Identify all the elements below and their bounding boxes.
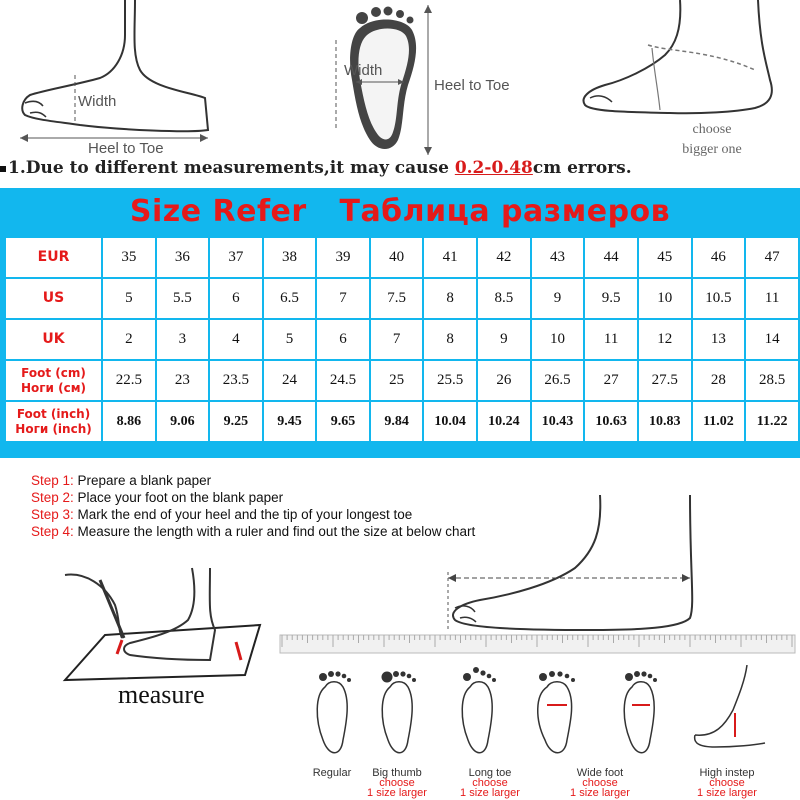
- size-cell: 6: [209, 278, 263, 319]
- foot-type-high-instep: [682, 768, 772, 798]
- size-cell: 9.06: [156, 401, 210, 442]
- size-cell: 11: [745, 278, 799, 319]
- size-row-label-line: US: [42, 290, 65, 306]
- size-cell: 10.83: [638, 401, 692, 442]
- step-text: Place your foot on the blank paper: [73, 490, 284, 505]
- size-cell: 8: [423, 278, 477, 319]
- size-cell: 23.5: [209, 360, 263, 401]
- foot-type-note1: choose: [582, 777, 618, 789]
- size-cell: 47: [745, 237, 799, 278]
- size-cell: 45: [638, 237, 692, 278]
- size-cell: 9: [477, 319, 531, 360]
- size-cell: 10: [638, 278, 692, 319]
- size-cell: 28.5: [745, 360, 799, 401]
- foot-type-note2: 1 size larger: [460, 787, 520, 799]
- size-row-label-line: Foot (inch): [16, 406, 91, 421]
- size-row-label-line: UK: [42, 331, 65, 347]
- step-2: [31, 490, 283, 505]
- step-1: [31, 473, 211, 488]
- step-text: Measure the length with a ruler and find out the size at below chart: [73, 524, 476, 539]
- size-cell: 38: [263, 237, 317, 278]
- foot-type-name: Big thumb: [372, 767, 422, 779]
- size-row-label: [5, 278, 102, 319]
- step-number: Step 4:: [31, 524, 74, 539]
- size-cell: 9.5: [584, 278, 638, 319]
- note-suffix: cm errors.: [532, 158, 632, 178]
- size-cell: 7: [370, 319, 424, 360]
- size-cell: 35: [102, 237, 156, 278]
- size-cell: 6: [316, 319, 370, 360]
- side-foot-diagram: [0, 0, 310, 160]
- step-text: Prepare a blank paper: [73, 473, 212, 488]
- foot-type-big-thumb: [362, 768, 432, 798]
- foot-type-long-toe: [450, 768, 530, 798]
- size-cell: 46: [692, 237, 746, 278]
- foot-type-regular: [297, 768, 367, 778]
- side-width-label: Width: [78, 93, 117, 110]
- note-prefix: 1.Due to different measurements,it may cause: [8, 158, 455, 178]
- step-number: Step 3:: [31, 507, 74, 522]
- size-row: [5, 360, 799, 401]
- foot-type-name: High instep: [699, 767, 755, 779]
- size-cell: 27.5: [638, 360, 692, 401]
- foot-type-note2: 1 size larger: [367, 787, 427, 799]
- size-cell: 8: [423, 319, 477, 360]
- size-cell: 14: [745, 319, 799, 360]
- size-row-label: [5, 401, 102, 442]
- foot-type-note1: choose: [379, 777, 415, 789]
- size-cell: 5: [102, 278, 156, 319]
- choose-label-line1: choose: [692, 122, 732, 137]
- size-cell: 10.5: [692, 278, 746, 319]
- size-cell: 7.5: [370, 278, 424, 319]
- size-cell: 22.5: [102, 360, 156, 401]
- size-cell: 10.63: [584, 401, 638, 442]
- size-row: [5, 278, 799, 319]
- foot-type-note1: choose: [709, 777, 745, 789]
- foot-type-name: Long toe: [468, 767, 512, 779]
- size-cell: 25.5: [423, 360, 477, 401]
- size-cell: 24: [263, 360, 317, 401]
- size-cell: 9.45: [263, 401, 317, 442]
- size-cell: 8.5: [477, 278, 531, 319]
- step-number: Step 2:: [31, 490, 74, 505]
- step-number: Step 1:: [31, 473, 74, 488]
- size-cell: 2: [102, 319, 156, 360]
- size-cell: 42: [477, 237, 531, 278]
- size-cell: 3: [156, 319, 210, 360]
- size-row: [5, 319, 799, 360]
- size-cell: 4: [209, 319, 263, 360]
- size-cell: 23: [156, 360, 210, 401]
- size-cell: 12: [638, 319, 692, 360]
- size-cell: 10.43: [531, 401, 585, 442]
- bullet-square-icon: [0, 166, 6, 172]
- size-cell: 44: [584, 237, 638, 278]
- size-cell: 36: [156, 237, 210, 278]
- foot-type-note2: 1 size larger: [697, 787, 757, 799]
- foot-type-name: Wide foot: [576, 767, 624, 779]
- size-cell: 25: [370, 360, 424, 401]
- size-cell: 5: [263, 319, 317, 360]
- step-text: Mark the end of your heel and the tip of your longest toe: [73, 507, 413, 522]
- size-row-label: [5, 360, 102, 401]
- size-cell: 5.5: [156, 278, 210, 319]
- measure-label: measure: [118, 680, 205, 709]
- size-cell: 6.5: [263, 278, 317, 319]
- size-cell: 9.25: [209, 401, 263, 442]
- sole-heel-to-toe-label: Heel to Toe: [434, 77, 510, 94]
- size-row-label-line: Ноги (inch): [15, 421, 92, 436]
- foot-types-illustration: [295, 665, 800, 765]
- size-cell: 39: [316, 237, 370, 278]
- foot-type-name: Regular: [312, 767, 352, 779]
- size-cell: 11.02: [692, 401, 746, 442]
- size-cell: 9.65: [316, 401, 370, 442]
- size-cell: 9: [531, 278, 585, 319]
- size-row-label: [5, 237, 102, 278]
- size-cell: 41: [423, 237, 477, 278]
- size-grid: [4, 236, 800, 443]
- ruler-foot-illustration: [270, 490, 800, 665]
- foot-type-wide-foot: [560, 768, 640, 798]
- size-cell: 7: [316, 278, 370, 319]
- size-cell: 13: [692, 319, 746, 360]
- size-row: [5, 237, 799, 278]
- sole-width-label: Width: [344, 62, 383, 79]
- size-cell: 11: [584, 319, 638, 360]
- size-cell: 27: [584, 360, 638, 401]
- size-row-label-line: Foot (cm): [21, 365, 86, 380]
- size-cell: 24.5: [316, 360, 370, 401]
- size-cell: 10.24: [477, 401, 531, 442]
- size-cell: 10: [531, 319, 585, 360]
- size-cell: 26: [477, 360, 531, 401]
- choose-label-line2: bigger one: [682, 142, 742, 157]
- size-cell: 28: [692, 360, 746, 401]
- size-row-label-line: Ноги (см): [21, 380, 87, 395]
- size-cell: 10.04: [423, 401, 477, 442]
- size-cell: 37: [209, 237, 263, 278]
- size-cell: 26.5: [531, 360, 585, 401]
- foot-type-note1: choose: [472, 777, 508, 789]
- size-cell: 11.22: [745, 401, 799, 442]
- size-cell: 8.86: [102, 401, 156, 442]
- size-row-label-line: EUR: [37, 249, 70, 265]
- measurement-note: [0, 158, 800, 184]
- size-row-label: [5, 319, 102, 360]
- note-error-range: 0.2-0.48: [454, 158, 533, 178]
- size-row: [5, 401, 799, 442]
- measure-illustration: [60, 560, 280, 700]
- size-cell: 40: [370, 237, 424, 278]
- size-cell: 43: [531, 237, 585, 278]
- size-table-title: Size Refer Таблица размеров: [129, 194, 671, 229]
- side-heel-to-toe-label: Heel to Toe: [88, 140, 164, 157]
- size-cell: 9.84: [370, 401, 424, 442]
- foot-type-note2: 1 size larger: [570, 787, 630, 799]
